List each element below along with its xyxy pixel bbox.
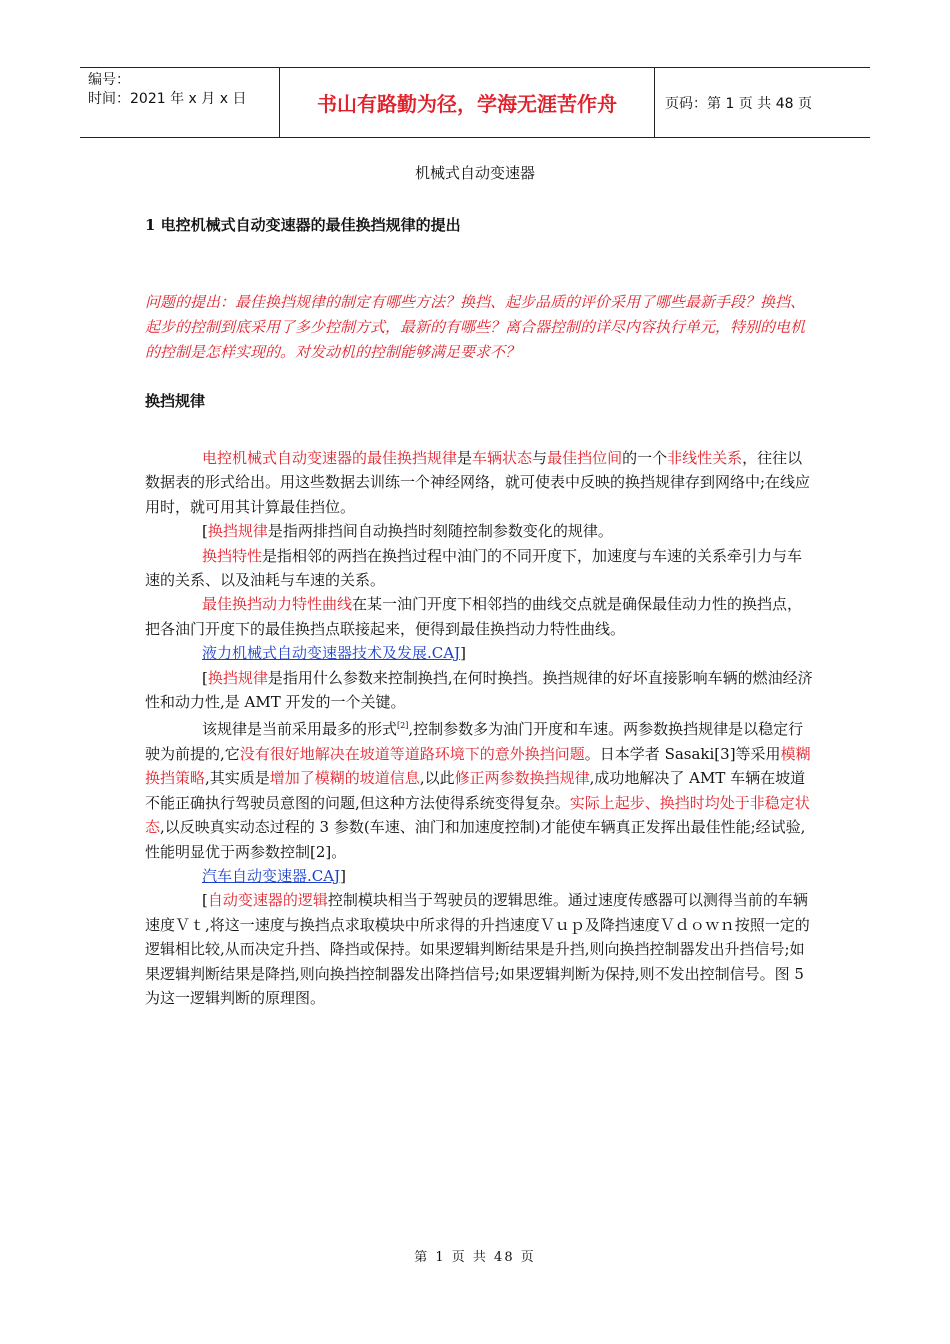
header-motto: 书山有路勤为径，学海无涯苦作舟 (280, 68, 655, 137)
section-heading-2: 换挡规律 (145, 392, 206, 410)
citation-superscript: [2] (397, 721, 409, 731)
text: [ (202, 522, 208, 541)
paragraph-2 (145, 519, 815, 543)
reference-link-2-line (145, 864, 815, 888)
section-heading-1: 1 电控机械式自动变速器的最佳换挡规律的提出 (145, 216, 461, 234)
text: ,成功地解决了 AMT 车辆在坡道不能正确执行驾驶员意图的问题,但这种方法使得系统变得复杂。 (145, 769, 806, 812)
text: 。日本学者 Sasaki[3]等采用 (584, 744, 781, 763)
text: [ (202, 891, 208, 910)
reference-link-1[interactable]: 液力机械式自动变速器技术及发展.CAJ (202, 644, 461, 663)
header-page-info: 页码：第 1 页 共 48 页 (665, 95, 812, 112)
paragraph-4 (145, 592, 815, 641)
text: 该规律是当前采用最多的形式 (202, 720, 398, 739)
highlight: 换挡规律 (207, 668, 268, 687)
text: 是 (457, 449, 473, 467)
text: [ (202, 668, 208, 687)
text: 控制模块相当于驾驶员的逻辑思维。通过速度传感器可以测得当前的车辆速度Ｖｔ,将这一速度与换挡点求取模块中所求得的升挡速度Ｖｕｐ及降挡速度Ｖｄｏｗｎ按照一定的逻辑相比较,从而决定升挡、降挡或保持。如果逻辑判断结果是升挡,则向换挡控制器发出升挡信号;如果逻辑判断结果是降挡,则向换挡控制器发出降挡信号;如果逻辑判断为保持,则不发出控制信号。图 5 为这一逻辑判断的原理图。 (145, 891, 810, 1007)
highlight: 最佳挡位间 (547, 449, 623, 467)
highlight: 没有很好地解决在坡道等道路环境下的意外换挡问题 (239, 744, 585, 763)
paragraph-7 (145, 888, 815, 1010)
highlight: 模糊换挡策略 (145, 744, 811, 788)
highlight: 换挡规律 (207, 522, 268, 541)
text: 在某一油门开度下相邻挡的曲线交点就是确保最佳动力性的换挡点，把各油门开度下的最佳换挡点联接起来，便得到最佳换挡动力特性曲线。 (145, 595, 803, 638)
text: 是指相邻的两挡在换挡过程中油门的不同开度下，加速度与车速的关系牵引力与车速的关系、以及油耗与车速的关系。 (145, 546, 803, 590)
document-title: 机械式自动变速器 (414, 164, 535, 182)
text: ,控制参数多为油门开度和车速。两参数换挡规律是以稳定行驶为前提的,它 (145, 720, 804, 763)
header-meta (80, 68, 280, 137)
highlight: 最佳换挡动力特性曲线 (202, 595, 353, 614)
text: 的一个 (622, 449, 668, 467)
text: ,以此 (419, 769, 455, 788)
text: ,其实质是 (205, 769, 270, 788)
paragraph-1 (145, 446, 815, 519)
text: ] (460, 644, 466, 663)
page-footer: 第 1 页 共 48 页 (414, 1250, 536, 1265)
question-paragraph: 问题的提出：最佳换挡规律的制定有哪些方法？换挡、起步品质的评价采用了哪些最新手段？换挡、起步的控制到底采用了多少控制方式，最新的有哪些？离合器控制的详尽内容执行单元，特别的电机的控制是怎样实现的。对发动机的控制能够满足要求不？ (145, 293, 806, 361)
text: 是指两排挡间自动换挡时刻随控制参数变化的规律。 (267, 522, 613, 541)
text: ,以反映真实动态过程的 3 参数(车速、油门和加速度控制)才能使车辆真正发挥出最佳性能;经试验,性能明显优于两参数控制[2]。 (145, 818, 806, 861)
highlight: 增加了模糊的坡道信息 (269, 769, 420, 788)
text: ，往往以数据表的形式给出。用这些数据去训练一个神经网络，就可使表中反映的换挡规律存到网络中;在线应用时，就可用其计算最佳挡位。 (145, 449, 811, 516)
highlight: 电控机械式自动变速器的最佳换挡规律 (202, 449, 458, 467)
highlight: 换挡特性 (202, 546, 263, 565)
body-text (145, 446, 815, 1010)
text: ] (340, 866, 346, 885)
page-header (80, 67, 870, 138)
number-label: 编号： (88, 72, 130, 88)
text: 是指用什么参数来控制换挡,在何时换挡。换挡规律的好坏直接影响车辆的燃油经济性和动力性,是 AMT 开发的一个关键。 (145, 668, 813, 712)
highlight: 车辆状态 (472, 449, 533, 467)
paragraph-6 (145, 714, 815, 863)
highlight: 修正两参数换挡规律 (454, 769, 590, 788)
highlight: 实际上起步、换挡时均处于非稳定状态 (145, 793, 810, 837)
paragraph-3 (145, 544, 815, 593)
highlight: 自动变速器的逻辑 (207, 891, 328, 910)
time-label: 时间：2021 年 x 月 x 日 (88, 91, 247, 107)
reference-link-1-line (145, 641, 815, 665)
highlight: 非线性关系 (667, 449, 743, 467)
paragraph-5 (145, 666, 815, 715)
text: 与 (532, 449, 548, 467)
reference-link-2[interactable]: 汽车自动变速器.CAJ (202, 866, 341, 885)
